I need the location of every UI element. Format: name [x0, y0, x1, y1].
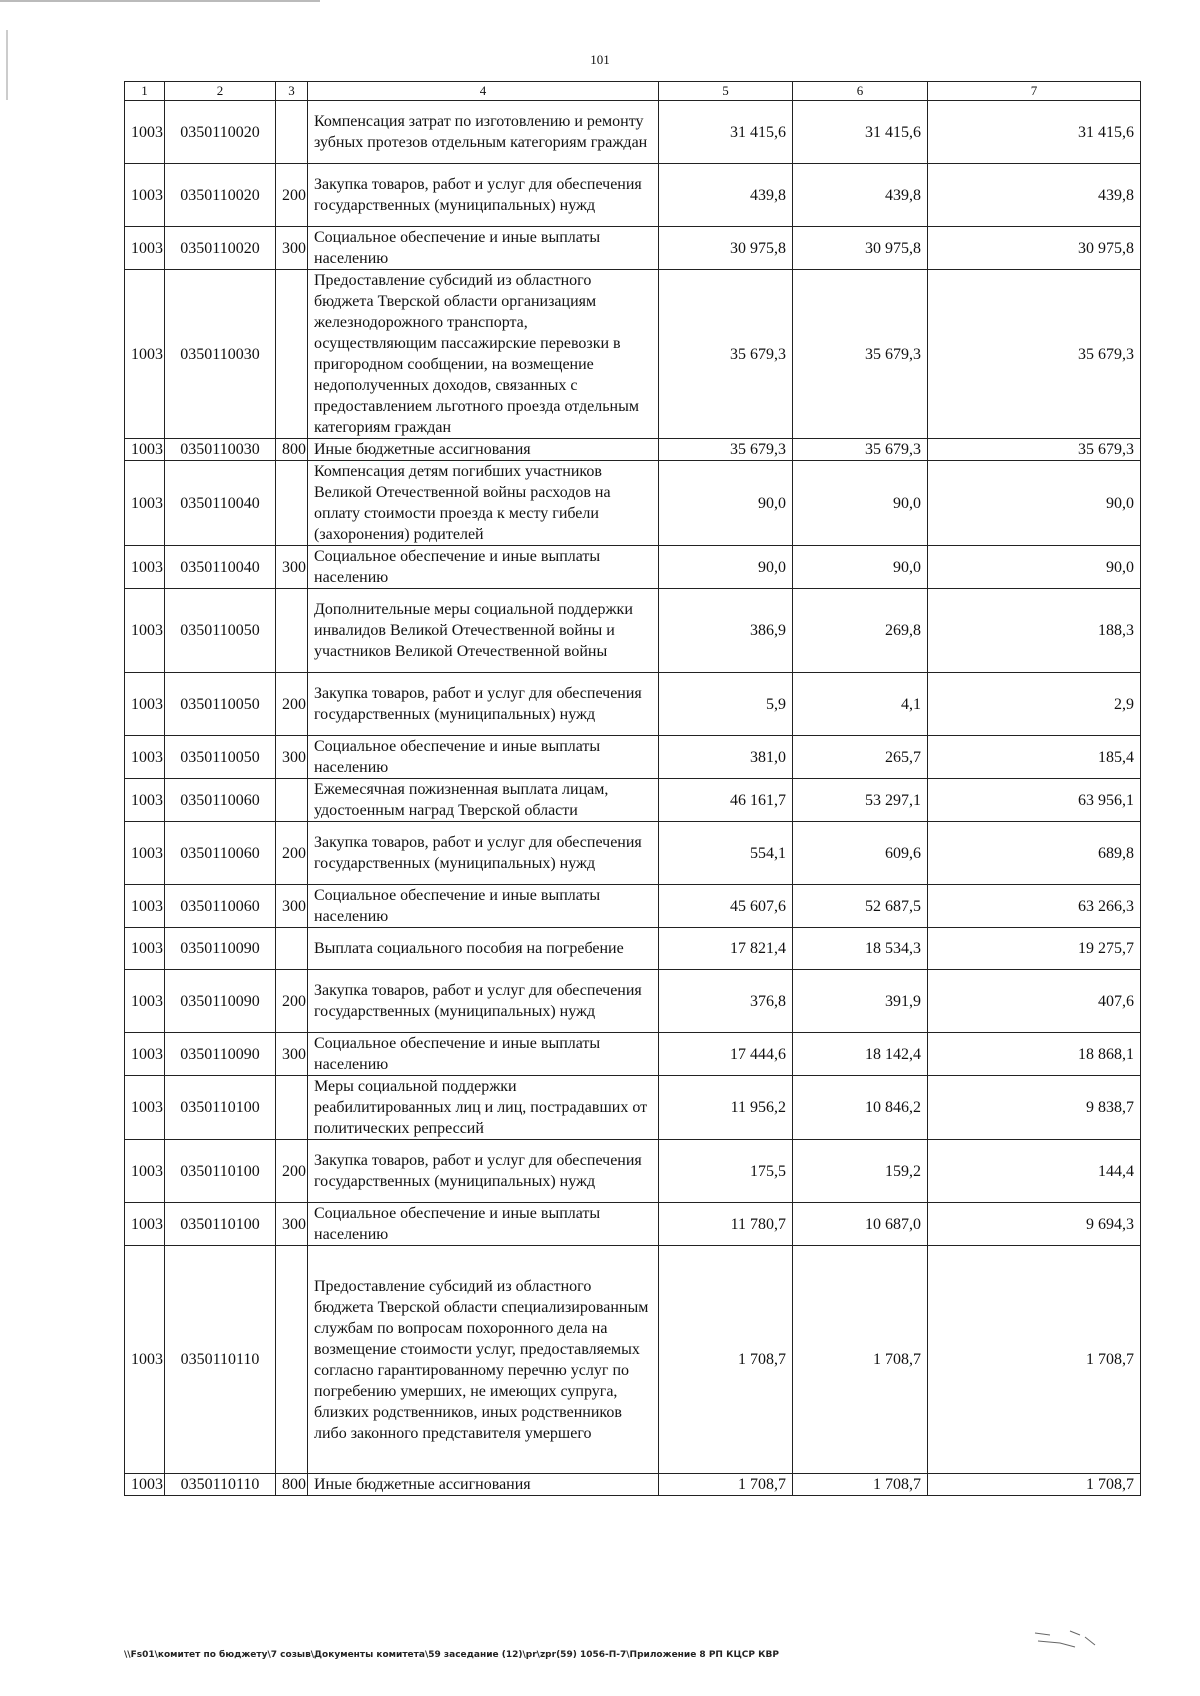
amount-year-2: 4,1 [793, 673, 928, 736]
expense-name: Социальное обеспечение и иные выплаты населению [308, 736, 659, 779]
budget-code: 1003 [125, 1140, 165, 1203]
amount-year-3: 1 708,7 [928, 1246, 1141, 1474]
column-header: 2 [165, 82, 276, 101]
target-article-code: 0350110030 [165, 439, 276, 461]
table-row [125, 736, 1141, 779]
amount-year-1: 11 956,2 [659, 1076, 793, 1140]
amount-year-2: 265,7 [793, 736, 928, 779]
budget-code: 1003 [125, 461, 165, 546]
budget-code: 1003 [125, 885, 165, 928]
amount-year-1: 31 415,6 [659, 101, 793, 164]
amount-year-1: 17 444,6 [659, 1033, 793, 1076]
expense-type-code: 300 [276, 546, 308, 589]
target-article-code: 0350110090 [165, 970, 276, 1033]
target-article-code: 0350110100 [165, 1203, 276, 1246]
expense-name: Закупка товаров, работ и услуг для обеспечения государственных (муниципальных) нужд [308, 1140, 659, 1203]
amount-year-1: 1 708,7 [659, 1246, 793, 1474]
amount-year-3: 63 956,1 [928, 779, 1141, 822]
expense-name: Закупка товаров, работ и услуг для обеспечения государственных (муниципальных) нужд [308, 164, 659, 227]
amount-year-3: 144,4 [928, 1140, 1141, 1203]
table-row [125, 970, 1141, 1033]
amount-year-1: 90,0 [659, 546, 793, 589]
budget-code: 1003 [125, 546, 165, 589]
budget-code: 1003 [125, 1033, 165, 1076]
budget-code: 1003 [125, 970, 165, 1033]
amount-year-3: 439,8 [928, 164, 1141, 227]
table-row [125, 822, 1141, 885]
target-article-code: 0350110060 [165, 885, 276, 928]
table-row [125, 589, 1141, 673]
amount-year-3: 188,3 [928, 589, 1141, 673]
expense-name: Предоставление субсидий из областного бюджета Тверской области организациям железнодорожного транспорта, осуществляющим пассажирские перевозки в пригородном сообщении, на возмещение недополученных доходов, связанных с предоставлением льготного проезда отдельным категориям граждан [308, 270, 659, 439]
budget-code: 1003 [125, 270, 165, 439]
expense-type-code: 300 [276, 1033, 308, 1076]
budget-code: 1003 [125, 673, 165, 736]
column-header: 1 [125, 82, 165, 101]
amount-year-1: 554,1 [659, 822, 793, 885]
amount-year-3: 2,9 [928, 673, 1141, 736]
budget-code: 1003 [125, 227, 165, 270]
expense-type-code [276, 461, 308, 546]
budget-code: 1003 [125, 1203, 165, 1246]
table-row [125, 439, 1141, 461]
table-row [125, 1033, 1141, 1076]
target-article-code: 0350110050 [165, 589, 276, 673]
table-row [125, 779, 1141, 822]
target-article-code: 0350110060 [165, 822, 276, 885]
expense-name: Социальное обеспечение и иные выплаты населению [308, 1033, 659, 1076]
budget-code: 1003 [125, 439, 165, 461]
expense-type-code [276, 928, 308, 970]
expense-type-code [276, 1246, 308, 1474]
budget-code: 1003 [125, 822, 165, 885]
amount-year-3: 90,0 [928, 461, 1141, 546]
amount-year-3: 1 708,7 [928, 1474, 1141, 1496]
amount-year-2: 90,0 [793, 546, 928, 589]
table-row [125, 1203, 1141, 1246]
amount-year-2: 90,0 [793, 461, 928, 546]
budget-code: 1003 [125, 1474, 165, 1496]
table-row [125, 164, 1141, 227]
amount-year-2: 439,8 [793, 164, 928, 227]
amount-year-1: 35 679,3 [659, 439, 793, 461]
amount-year-2: 10 687,0 [793, 1203, 928, 1246]
expense-name: Ежемесячная пожизненная выплата лицам, удостоенным наград Тверской области [308, 779, 659, 822]
expense-type-code: 200 [276, 1140, 308, 1203]
table-header-row [125, 82, 1141, 101]
expense-type-code: 300 [276, 1203, 308, 1246]
amount-year-3: 689,8 [928, 822, 1141, 885]
target-article-code: 0350110030 [165, 270, 276, 439]
amount-year-3: 18 868,1 [928, 1033, 1141, 1076]
expense-name: Закупка товаров, работ и услуг для обеспечения государственных (муниципальных) нужд [308, 970, 659, 1033]
amount-year-3: 35 679,3 [928, 439, 1141, 461]
column-header: 6 [793, 82, 928, 101]
target-article-code: 0350110110 [165, 1474, 276, 1496]
amount-year-2: 35 679,3 [793, 270, 928, 439]
budget-table [124, 81, 1141, 1496]
amount-year-2: 10 846,2 [793, 1076, 928, 1140]
column-header: 5 [659, 82, 793, 101]
budget-code: 1003 [125, 736, 165, 779]
expense-name: Предоставление субсидий из областного бюджета Тверской области специализированным службам по вопросам похоронного дела на возмещение стоимости услуг, предоставляемых согласно гарантированному перечню услуг по погребению умерших, не имеющих супруга, близких родственников, иных родственников либо законного представителя умершего [308, 1246, 659, 1474]
expense-name: Социальное обеспечение и иные выплаты населению [308, 1203, 659, 1246]
table-row [125, 1246, 1141, 1474]
amount-year-3: 30 975,8 [928, 227, 1141, 270]
expense-type-code: 200 [276, 822, 308, 885]
amount-year-2: 269,8 [793, 589, 928, 673]
amount-year-1: 30 975,8 [659, 227, 793, 270]
expense-name: Социальное обеспечение и иные выплаты населению [308, 227, 659, 270]
expense-type-code: 200 [276, 970, 308, 1033]
amount-year-1: 11 780,7 [659, 1203, 793, 1246]
table-row [125, 885, 1141, 928]
amount-year-1: 386,9 [659, 589, 793, 673]
scan-artifact-line [0, 0, 320, 2]
column-header: 7 [928, 82, 1141, 101]
table-row [125, 461, 1141, 546]
expense-name: Иные бюджетные ассигнования [308, 1474, 659, 1496]
table-row [125, 673, 1141, 736]
amount-year-2: 159,2 [793, 1140, 928, 1203]
budget-code: 1003 [125, 779, 165, 822]
expense-name: Компенсация затрат по изготовлению и ремонту зубных протезов отдельным категориям граждан [308, 101, 659, 164]
amount-year-1: 381,0 [659, 736, 793, 779]
target-article-code: 0350110060 [165, 779, 276, 822]
table-row [125, 928, 1141, 970]
expense-name: Компенсация детям погибших участников Великой Отечественной войны расходов на оплату стоимости проезда к месту гибели (захоронения) родителей [308, 461, 659, 546]
expense-type-code: 300 [276, 736, 308, 779]
amount-year-1: 46 161,7 [659, 779, 793, 822]
table-row [125, 270, 1141, 439]
amount-year-3: 90,0 [928, 546, 1141, 589]
budget-code: 1003 [125, 164, 165, 227]
expense-type-code [276, 101, 308, 164]
expense-name: Выплата социального пособия на погребение [308, 928, 659, 970]
expense-type-code: 200 [276, 164, 308, 227]
target-article-code: 0350110040 [165, 461, 276, 546]
budget-code: 1003 [125, 1076, 165, 1140]
expense-name: Дополнительные меры социальной поддержки инвалидов Великой Отечественной войны и участников Великой Отечественной войны [308, 589, 659, 673]
table-row [125, 546, 1141, 589]
amount-year-1: 45 607,6 [659, 885, 793, 928]
expense-type-code [276, 1076, 308, 1140]
expense-name: Закупка товаров, работ и услуг для обеспечения государственных (муниципальных) нужд [308, 673, 659, 736]
target-article-code: 0350110100 [165, 1140, 276, 1203]
target-article-code: 0350110050 [165, 673, 276, 736]
amount-year-2: 53 297,1 [793, 779, 928, 822]
amount-year-2: 609,6 [793, 822, 928, 885]
target-article-code: 0350110050 [165, 736, 276, 779]
budget-code: 1003 [125, 928, 165, 970]
target-article-code: 0350110090 [165, 1033, 276, 1076]
amount-year-1: 439,8 [659, 164, 793, 227]
target-article-code: 0350110100 [165, 1076, 276, 1140]
budget-code: 1003 [125, 101, 165, 164]
expense-type-code: 800 [276, 1474, 308, 1496]
target-article-code: 0350110090 [165, 928, 276, 970]
table-row [125, 1076, 1141, 1140]
amount-year-1: 90,0 [659, 461, 793, 546]
expense-type-code [276, 779, 308, 822]
amount-year-2: 35 679,3 [793, 439, 928, 461]
amount-year-2: 31 415,6 [793, 101, 928, 164]
handwritten-mark [1030, 1625, 1100, 1655]
expense-type-code: 300 [276, 885, 308, 928]
target-article-code: 0350110020 [165, 164, 276, 227]
target-article-code: 0350110020 [165, 101, 276, 164]
table-row [125, 1474, 1141, 1496]
amount-year-3: 9 694,3 [928, 1203, 1141, 1246]
amount-year-1: 5,9 [659, 673, 793, 736]
amount-year-2: 30 975,8 [793, 227, 928, 270]
file-path-footer: \\Fs01\комитет по бюджету\7 созыв\Документы комитета\59 заседание (12)\pr\zpr(59) 1056-П-7\Приложение 8 РП КЦСР КВР [124, 1650, 779, 1660]
table-row [125, 101, 1141, 164]
amount-year-3: 9 838,7 [928, 1076, 1141, 1140]
expense-name: Закупка товаров, работ и услуг для обеспечения государственных (муниципальных) нужд [308, 822, 659, 885]
page-number: 101 [590, 52, 610, 67]
expense-name: Социальное обеспечение и иные выплаты населению [308, 885, 659, 928]
amount-year-2: 52 687,5 [793, 885, 928, 928]
column-header: 3 [276, 82, 308, 101]
expense-type-code [276, 589, 308, 673]
amount-year-2: 1 708,7 [793, 1246, 928, 1474]
amount-year-3: 185,4 [928, 736, 1141, 779]
expense-name: Меры социальной поддержки реабилитированных лиц и лиц, пострадавших от политических репрессий [308, 1076, 659, 1140]
amount-year-2: 18 142,4 [793, 1033, 928, 1076]
budget-code: 1003 [125, 589, 165, 673]
target-article-code: 0350110110 [165, 1246, 276, 1474]
table-body [125, 101, 1141, 1496]
expense-name: Иные бюджетные ассигнования [308, 439, 659, 461]
amount-year-1: 17 821,4 [659, 928, 793, 970]
amount-year-2: 1 708,7 [793, 1474, 928, 1496]
amount-year-3: 407,6 [928, 970, 1141, 1033]
amount-year-3: 35 679,3 [928, 270, 1141, 439]
amount-year-1: 376,8 [659, 970, 793, 1033]
expense-type-code [276, 270, 308, 439]
expense-type-code: 800 [276, 439, 308, 461]
amount-year-3: 31 415,6 [928, 101, 1141, 164]
amount-year-1: 175,5 [659, 1140, 793, 1203]
amount-year-3: 19 275,7 [928, 928, 1141, 970]
expense-type-code: 300 [276, 227, 308, 270]
amount-year-3: 63 266,3 [928, 885, 1141, 928]
target-article-code: 0350110020 [165, 227, 276, 270]
amount-year-2: 391,9 [793, 970, 928, 1033]
table-row [125, 227, 1141, 270]
expense-type-code: 200 [276, 673, 308, 736]
table-row [125, 1140, 1141, 1203]
budget-code: 1003 [125, 1246, 165, 1474]
amount-year-2: 18 534,3 [793, 928, 928, 970]
target-article-code: 0350110040 [165, 546, 276, 589]
column-header: 4 [308, 82, 659, 101]
amount-year-1: 35 679,3 [659, 270, 793, 439]
amount-year-1: 1 708,7 [659, 1474, 793, 1496]
expense-name: Социальное обеспечение и иные выплаты населению [308, 546, 659, 589]
